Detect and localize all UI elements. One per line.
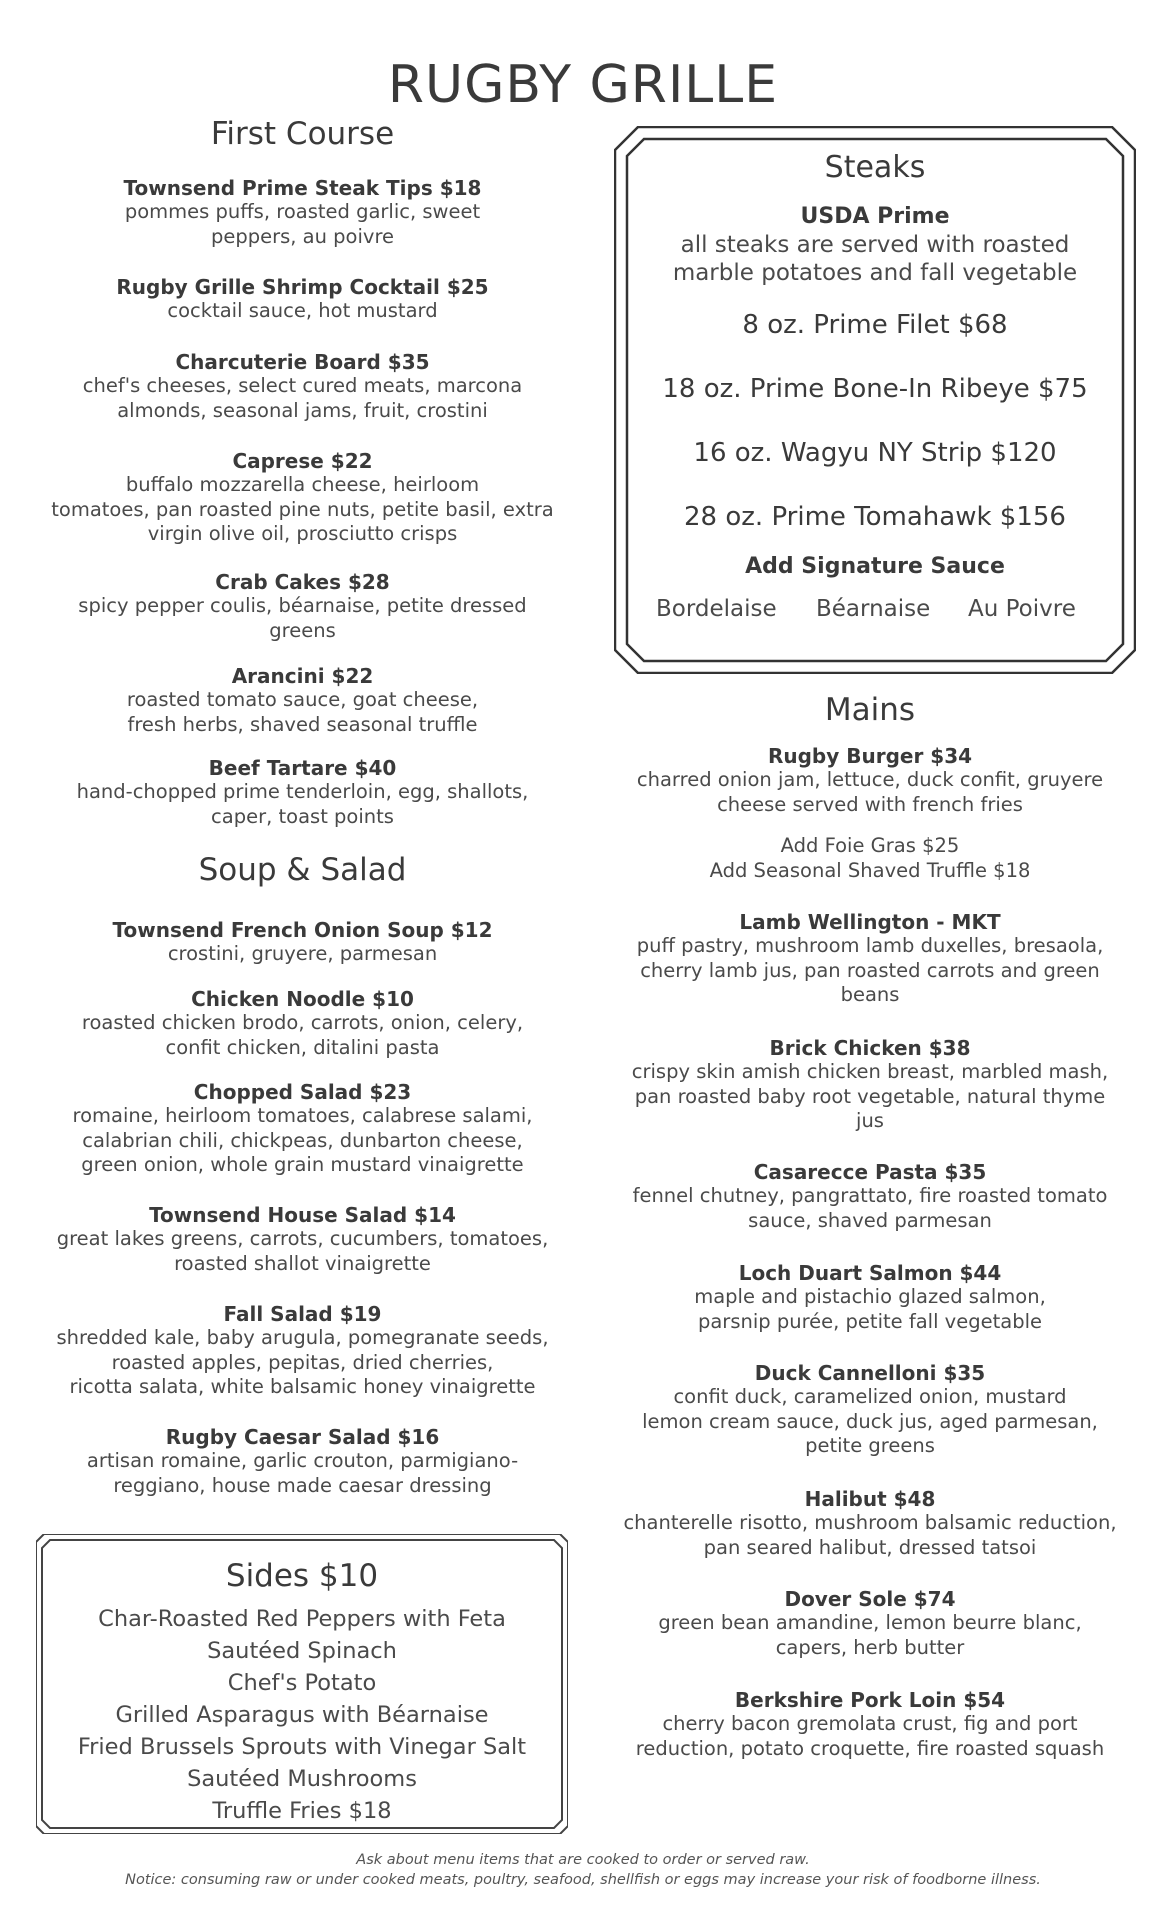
menu-item-description: reduction, potato croquette, fire roasted squash	[635, 1736, 1105, 1760]
menu-item-description: confit chicken, ditalini pasta	[165, 1035, 440, 1059]
menu-item-name: Duck Cannelloni $35	[754, 1361, 986, 1385]
sauce-heading: Add Signature Sauce	[745, 554, 1005, 579]
menu-item-description: crostini, gruyere, parmesan	[167, 942, 438, 965]
menu-item	[30, 570, 575, 643]
menu-item-description: romaine, heirloom tomatoes, calabrese salami,	[72, 1104, 533, 1127]
steak-item: 8 oz. Prime Filet $68	[742, 310, 1008, 340]
menu-item-description: roasted shallot vinaigrette	[174, 1251, 431, 1275]
menu-item	[30, 1302, 575, 1400]
menu-item-description: green bean amandine, lemon beurre blanc,	[658, 1611, 1082, 1634]
menu-item-description: greens	[269, 618, 336, 642]
menu-item-description: peppers, au poivre	[210, 224, 395, 248]
menu-item-description: artisan romaine, garlic crouton, parmigiano-	[86, 1449, 519, 1472]
menu-item	[600, 1487, 1140, 1560]
menu-item-description: maple and pistachio glazed salmon,	[694, 1285, 1046, 1308]
menu-item-name: Loch Duart Salmon $44	[738, 1261, 1002, 1285]
menu-item-name: Townsend Prime Steak Tips $18	[123, 176, 482, 200]
menu-item-description: puff pastry, mushroom lamb duxelles, bresaola,	[636, 934, 1104, 957]
sides-heading: Sides $10	[225, 1558, 379, 1594]
first-course-heading: First Course	[210, 116, 395, 152]
notice-line: Ask about menu items that are cooked to order or served raw.	[356, 1852, 810, 1868]
menu-item-description: capers, herb butter	[775, 1635, 965, 1659]
steaks-note-line: all steaks are served with roasted	[680, 232, 1070, 258]
menu-item-description: great lakes greens, carrots, cucumbers, tomatoes,	[56, 1227, 549, 1250]
side-item: Sautéed Mushrooms	[187, 1766, 417, 1792]
side-item: Fried Brussels Sprouts with Vinegar Salt	[77, 1734, 527, 1760]
menu-item-description: hand-chopped prime tenderloin, egg, shallots,	[76, 780, 529, 803]
steaks-box	[614, 126, 1136, 674]
steaks-heading: Steaks	[824, 150, 926, 185]
menu-item-name: Caprese $22	[232, 449, 373, 473]
mains-heading: Mains	[824, 692, 916, 728]
menu-item-name: Lamb Wellington - MKT	[739, 910, 1001, 934]
menu-item-description: calabrian chili, chickpeas, dunbarton cheese,	[82, 1128, 523, 1152]
menu-item-description: confit duck, caramelized onion, mustard	[673, 1385, 1067, 1408]
menu-item-description: lemon cream sauce, duck jus, aged parmesan,	[642, 1409, 1098, 1433]
menu-item	[30, 918, 575, 967]
menu-item-description: green onion, whole grain mustard vinaigrette	[81, 1153, 524, 1176]
sauce-option: Au Poivre	[968, 596, 1076, 622]
menu-item-description: cocktail sauce, hot mustard	[167, 299, 438, 322]
notice-line: Notice: consuming raw or under cooked meats, poultry, seafood, shellfish or eggs may increase your risk of foodborne illness.	[125, 1872, 1041, 1888]
menu-item	[30, 664, 575, 737]
menu-item-name: Crab Cakes $28	[215, 570, 390, 594]
menu-item-description: roasted chicken brodo, carrots, onion, celery,	[81, 1011, 524, 1034]
menu-item	[600, 1361, 1140, 1459]
side-item: Chef's Potato	[227, 1670, 377, 1696]
menu-item-description: cheese served with french fries	[717, 792, 1023, 816]
sides-box	[36, 1534, 568, 1834]
menu-item-description: crispy skin amish chicken breast, marbled mash,	[631, 1060, 1109, 1083]
menu-item-name: Beef Tartare $40	[208, 756, 397, 780]
menu-item	[600, 1587, 1140, 1660]
menu-item	[600, 910, 1140, 1008]
menu-item-name: Berkshire Pork Loin $54	[734, 1688, 1006, 1712]
menu-item	[30, 987, 575, 1060]
menu-item-description: reggiano, house made caesar dressing	[113, 1473, 492, 1497]
menu-item-description: shredded kale, baby arugula, pomegranate seeds,	[56, 1326, 549, 1349]
sauce-option: Bordelaise	[656, 596, 777, 622]
steak-item: 28 oz. Prime Tomahawk $156	[684, 502, 1066, 532]
menu-item	[30, 350, 575, 423]
restaurant-title: RUGBY GRILLE	[387, 55, 779, 115]
menu-item-description: cherry lamb jus, pan roasted carrots and green	[640, 958, 1100, 982]
menu-item-description: charred onion jam, lettuce, duck confit, gruyere	[636, 768, 1104, 791]
mains-section	[600, 692, 1140, 728]
menu-item-name: Chicken Noodle $10	[191, 987, 414, 1011]
menu-item	[30, 449, 575, 547]
menu-item-description: beans	[840, 983, 900, 1006]
menu-item-description: petite greens	[805, 1434, 935, 1457]
steaks-note-line: marble potatoes and fall vegetable	[672, 260, 1078, 286]
menu-item-name: Casarecce Pasta $35	[753, 1160, 987, 1184]
menu-item-description: pommes puffs, roasted garlic, sweet	[124, 200, 481, 223]
menu-item-name: Arancini $22	[231, 664, 374, 688]
side-item: Truffle Fries $18	[212, 1798, 392, 1824]
menu-item-name: Rugby Caesar Salad $16	[165, 1425, 440, 1449]
side-item: Sautéed Spinach	[207, 1638, 397, 1664]
menu-item-name: Rugby Burger $34	[767, 744, 973, 768]
steak-item: 18 oz. Prime Bone-In Ribeye $75	[662, 374, 1088, 404]
menu-item-description: fennel chutney, pangrattato, fire roasted tomato	[632, 1184, 1108, 1207]
menu-item-name: Chopped Salad $23	[193, 1080, 412, 1104]
sauce-option: Béarnaise	[816, 596, 931, 622]
menu-item-name: Townsend French Onion Soup $12	[112, 918, 493, 942]
menu-item-description: Add Seasonal Shaved Truffle $18	[709, 858, 1031, 882]
menu-item	[600, 1688, 1140, 1761]
menu-item-description: sauce, shaved parmesan	[748, 1208, 992, 1232]
menu-item-description: ricotta salata, white balsamic honey vinaigrette	[69, 1375, 536, 1398]
menu-item-description: cherry bacon gremolata crust, fig and port	[662, 1712, 1078, 1735]
menu-item-description: pan seared halibut, dressed tatsoi	[703, 1535, 1037, 1559]
soup-salad-heading: Soup & Salad	[198, 852, 407, 888]
menu-item-name: Fall Salad $19	[223, 1302, 382, 1326]
menu-item-description: spicy pepper coulis, béarnaise, petite dressed	[78, 594, 527, 617]
menu-item	[30, 756, 575, 829]
menu-item-description: caper, toast points	[211, 804, 394, 828]
menu-item	[30, 1425, 575, 1498]
menu-item	[30, 1080, 575, 1178]
menu-item-description: jus	[856, 1109, 884, 1132]
menu-item	[600, 1036, 1140, 1134]
menu-item-description: roasted tomato sauce, goat cheese,	[126, 688, 479, 711]
menu-item-description: almonds, seasonal jams, fruit, crostini	[117, 398, 488, 422]
menu-item-name: Dover Sole $74	[784, 1587, 956, 1611]
side-item: Char-Roasted Red Peppers with Feta	[98, 1606, 506, 1632]
menu-item-description: parsnip purée, petite fall vegetable	[697, 1309, 1042, 1333]
menu-item	[30, 275, 575, 324]
menu-item-description: buffalo mozzarella cheese, heirloom	[125, 473, 480, 496]
menu-item-description: tomatoes, pan roasted pine nuts, petite basil, extra	[51, 497, 554, 521]
soup-salad-section	[30, 852, 575, 888]
menu-item-name: Rugby Grille Shrimp Cocktail $25	[116, 275, 489, 299]
menu-item-description: virgin olive oil, prosciutto crisps	[147, 522, 458, 545]
menu-item	[30, 1203, 575, 1276]
first-course-section	[30, 116, 575, 152]
menu-item-name: Halibut $48	[804, 1487, 936, 1511]
side-item: Grilled Asparagus with Béarnaise	[115, 1702, 489, 1728]
menu-item-name: Townsend House Salad $14	[149, 1203, 456, 1227]
steak-item: 16 oz. Wagyu NY Strip $120	[693, 438, 1057, 468]
menu-item-name: Brick Chicken $38	[769, 1036, 971, 1060]
menu-item	[600, 1261, 1140, 1334]
menu-item	[600, 1160, 1140, 1233]
menu-item-description: chanterelle risotto, mushroom balsamic reduction,	[623, 1511, 1117, 1534]
menu-item	[600, 834, 1140, 883]
menu-item-description: chef's cheeses, select cured meats, marcona	[82, 374, 523, 397]
menu-item-description: pan roasted baby root vegetable, natural thyme	[634, 1084, 1106, 1108]
menu-item-name: Charcuterie Board $35	[175, 350, 430, 374]
menu-item-description: roasted apples, pepitas, dried cherries,	[111, 1350, 494, 1374]
menu-item	[30, 176, 575, 249]
menu-item-description: fresh herbs, shaved seasonal truffle	[127, 712, 478, 736]
menu-item-description: Add Foie Gras $25	[780, 834, 960, 857]
menu-item	[600, 744, 1140, 817]
usda-prime-label: USDA Prime	[800, 204, 950, 229]
